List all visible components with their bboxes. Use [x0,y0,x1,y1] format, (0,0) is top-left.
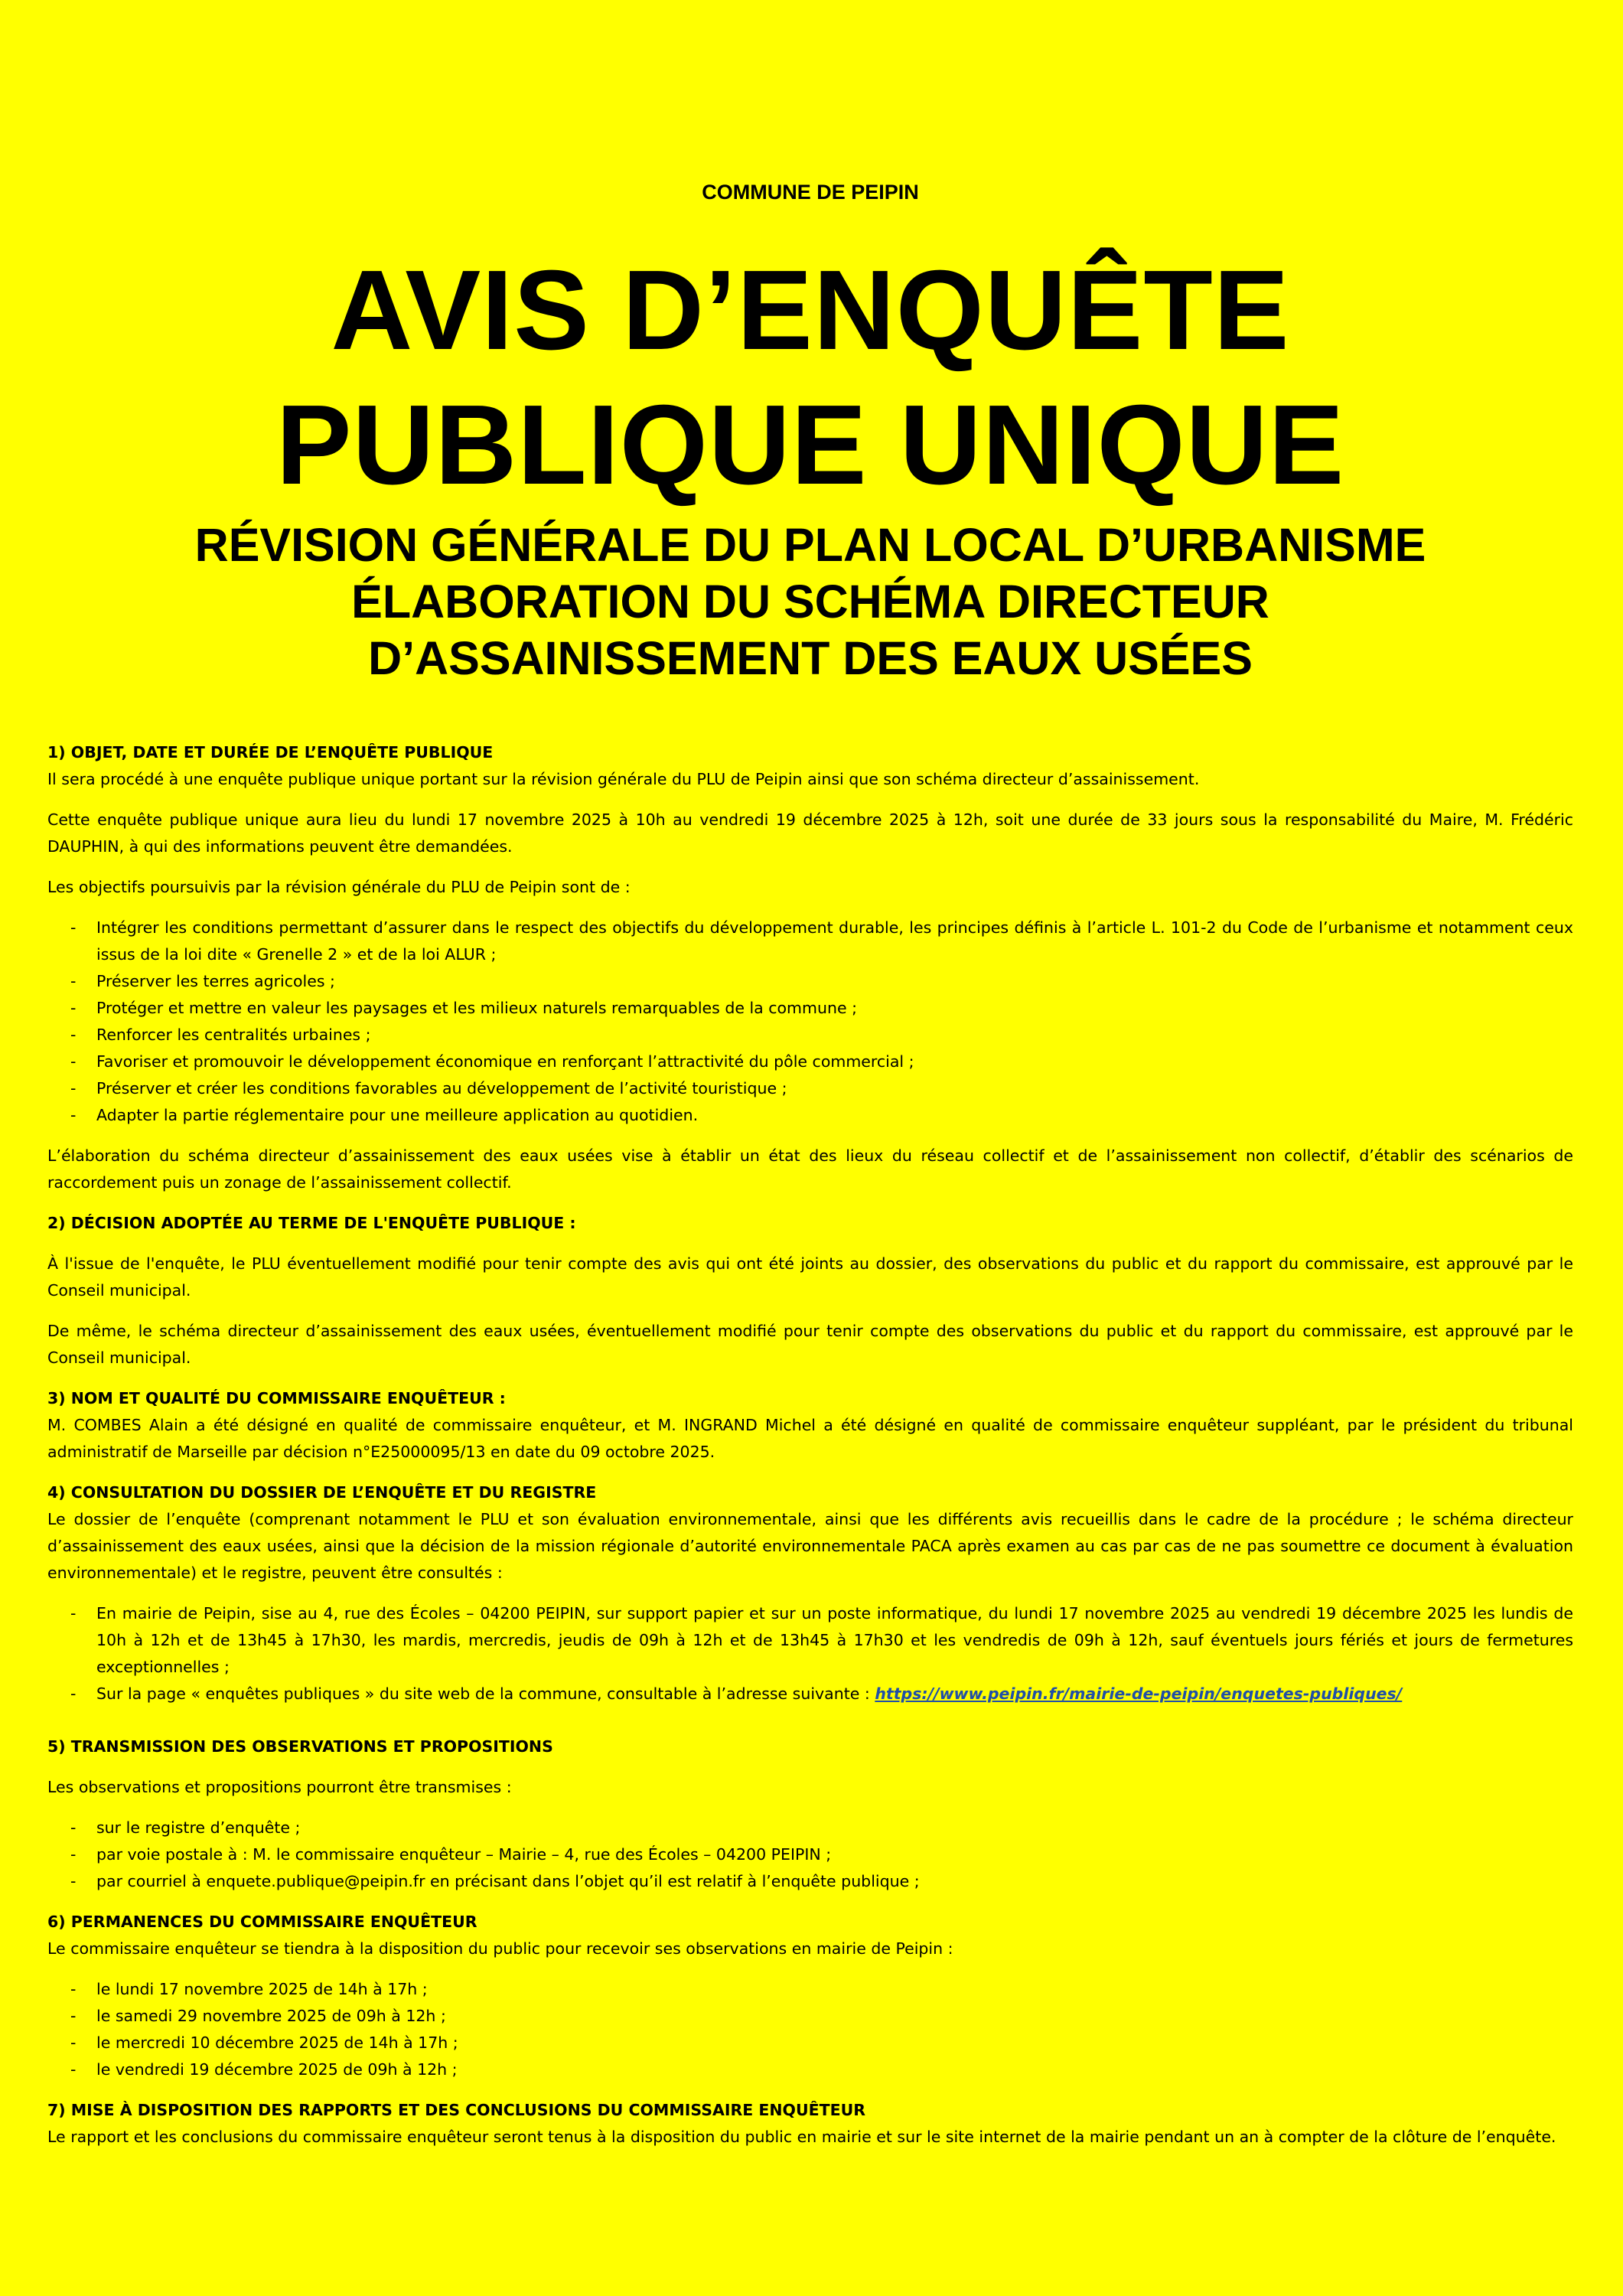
section-consultation [47,1479,1573,1707]
section-heading: 6) PERMANENCES DU COMMISSAIRE ENQUÊTEUR [47,1913,477,1931]
list-item: - sur le registre d’enquête ; [47,1815,1573,1841]
paragraph: Les objectifs poursuivis par la révision générale du PLU de Peipin sont de : [47,878,631,896]
list-item: - Protéger et mettre en valeur les paysages et les milieux naturels remarquables de la commune ; [47,995,1573,1022]
list-item: - Renforcer les centralités urbaines ; [47,1022,1573,1049]
subtitle-line2: ÉLABORATION DU SCHÉMA DIRECTEUR [351,576,1269,628]
list-item: - le lundi 17 novembre 2025 de 14h à 17h ; [47,1976,1573,2003]
subtitle-line3: D’ASSAINISSEMENT DES EAUX USÉES [368,632,1253,684]
paragraph: Il sera procédé à une enquête publique unique portant sur la révision générale du PLU de Peipin ainsi que son schéma directeur d’assainissement. [47,770,1200,788]
section-commissaire [47,1385,1573,1466]
section-heading: 2) DÉCISION ADOPTÉE AU TERME DE L'ENQUÊTE PUBLIQUE : [47,1214,576,1232]
paragraph: De même, le schéma directeur d’assainissement des eaux usées, éventuellement modifié pour tenir compte des observations du public et du rapport du commissaire, est approuvé par le Conseil municipal. [47,1322,1573,1367]
paragraph: À l'issue de l'enquête, le PLU éventuellement modifié pour tenir compte des avis qui ont été joints au dossier, des observations du public et du rapport du commissaire, est approuvé par le Conseil municipal. [47,1254,1573,1300]
paragraph: Cette enquête publique unique aura lieu du lundi 17 novembre 2025 à 10h au vendredi 19 décembre 2025 à 12h, soit une durée de 33 jours sous la responsabilité du Maire, M. Frédéric DAUPHIN, à qui des informations peuvent être demandées. [47,810,1573,856]
subtitle [47,517,1573,687]
section-heading: 5) TRANSMISSION DES OBSERVATIONS ET PROPOSITIONS [47,1737,553,1756]
section-decision [47,1210,1573,1371]
section-heading: 7) MISE À DISPOSITION DES RAPPORTS ET DES CONCLUSIONS DU COMMISSAIRE ENQUÊTEUR [47,2101,866,2119]
paragraph: Les observations et propositions pourront être transmises : [47,1778,512,1796]
paragraph: M. COMBES Alain a été désigné en qualité de commissaire enquêteur, et M. INGRAND Michel a été désigné en qualité de commissaire enquêteur suppléant, par le président du tribunal administratif de Marseille par décision n°E25000095/13 en date du 09 octobre 2025. [47,1416,1573,1461]
list-item: - Favoriser et promouvoir le développement économique en renforçant l’attractivité du pôle commercial ; [47,1049,1573,1075]
consultation-list [47,1600,1573,1707]
objectives-list [47,915,1573,1129]
main-title-line2: PUBLIQUE UNIQUE [275,382,1345,508]
paragraph: Le rapport et les conclusions du commissaire enquêteur seront tenus à la disposition du public en mairie et sur le site internet de la mairie pendant un an à compter de la clôture de l’enquête. [47,2128,1556,2146]
enquetes-publiques-link[interactable]: https://www.peipin.fr/mairie-de-peipin/enquetes-publiques/ [875,1684,1403,1703]
paragraph: Le commissaire enquêteur se tiendra à la disposition du public pour recevoir ses observations en mairie de Peipin : [47,1939,953,1958]
paragraph: L’élaboration du schéma directeur d’assainissement des eaux usées vise à établir un état des lieux du réseau collectif et de l’assainissement non collectif, d’établir des scénarios de raccordement puis un zonage de l’assainissement collectif. [47,1146,1573,1192]
section-permanences [47,1909,1573,2083]
list-item [47,1681,1573,1707]
section-heading: 3) NOM ET QUALITÉ DU COMMISSAIRE ENQUÊTEUR : [47,1389,506,1407]
list-item: - Adapter la partie réglementaire pour une meilleure application au quotidien. [47,1102,1573,1129]
section-heading: 1) OBJET, DATE ET DURÉE DE L’ENQUÊTE PUBLIQUE [47,743,494,762]
list-item: - le samedi 29 novembre 2025 de 09h à 12h ; [47,2003,1573,2030]
section-heading: 4) CONSULTATION DU DOSSIER DE L’ENQUÊTE ET DU REGISTRE [47,1483,597,1502]
list-item: - par voie postale à : M. le commissaire enquêteur – Mairie – 4, rue des Écoles – 04200 PEIPIN ; [47,1841,1573,1868]
list-item: - par courriel à enquete.publique@peipin.fr en précisant dans l’objet qu’il est relatif à l’enquête publique ; [47,1868,1573,1895]
main-title-line1: AVIS D’ENQUÊTE [331,247,1290,373]
subtitle-line1: RÉVISION GÉNÉRALE DU PLAN LOCAL D’URBANISME [194,519,1426,571]
paragraph: Le dossier de l’enquête (comprenant notamment le PLU et son évaluation environnementale, ainsi que les différents avis recueillis dans le cadre de la procédure ; le schéma directeur d’assainissement des eaux usées, ainsi que la décision de la mission régionale d’autorité environnementale PACA après examen au cas par cas de ne pas soumettre ce document à évaluation environnementale) et le registre, peuvent être consultés : [47,1510,1573,1582]
transmission-list [47,1815,1573,1895]
list-item: - Préserver les terres agricoles ; [47,968,1573,995]
permanences-list [47,1976,1573,2083]
list-item: - le vendredi 19 décembre 2025 de 09h à 12h ; [47,2056,1573,2083]
list-item: - En mairie de Peipin, sise au 4, rue des Écoles – 04200 PEIPIN, sur support papier et sur un poste informatique, du lundi 17 novembre 2025 au vendredi 19 décembre 2025 les lundis de 10h à 12h et de 13h45 à 17h30, les mardis, mercredis, jeudis de 09h à 12h et de 13h45 à 17h30 et les vendredis de 09h à 12h, sauf éventuels jours fériés et jours de fermetures exceptionnelles ; [47,1600,1573,1681]
commune-name: COMMUNE DE PEIPIN [702,181,919,204]
list-item-text: Sur la page « enquêtes publiques » du site web de la commune, consultable à l’adresse suivante : [96,1684,875,1703]
main-title [47,243,1573,513]
list-item: - Préserver et créer les conditions favorables au développement de l’activité touristique ; [47,1075,1573,1102]
section-rapports [47,2097,1573,2151]
list-item: - Intégrer les conditions permettant d’assurer dans le respect des objectifs du développement durable, les principes définis à l’article L. 101-2 du Code de l’urbanisme et notamment ceux issus de la loi dite « Grenelle 2 » et de la loi ALUR ; [47,915,1573,968]
list-item: - le mercredi 10 décembre 2025 de 14h à 17h ; [47,2030,1573,2056]
section-transmission [47,1733,1573,1895]
notice-body [47,739,1573,2164]
section-objet [47,739,1573,1196]
